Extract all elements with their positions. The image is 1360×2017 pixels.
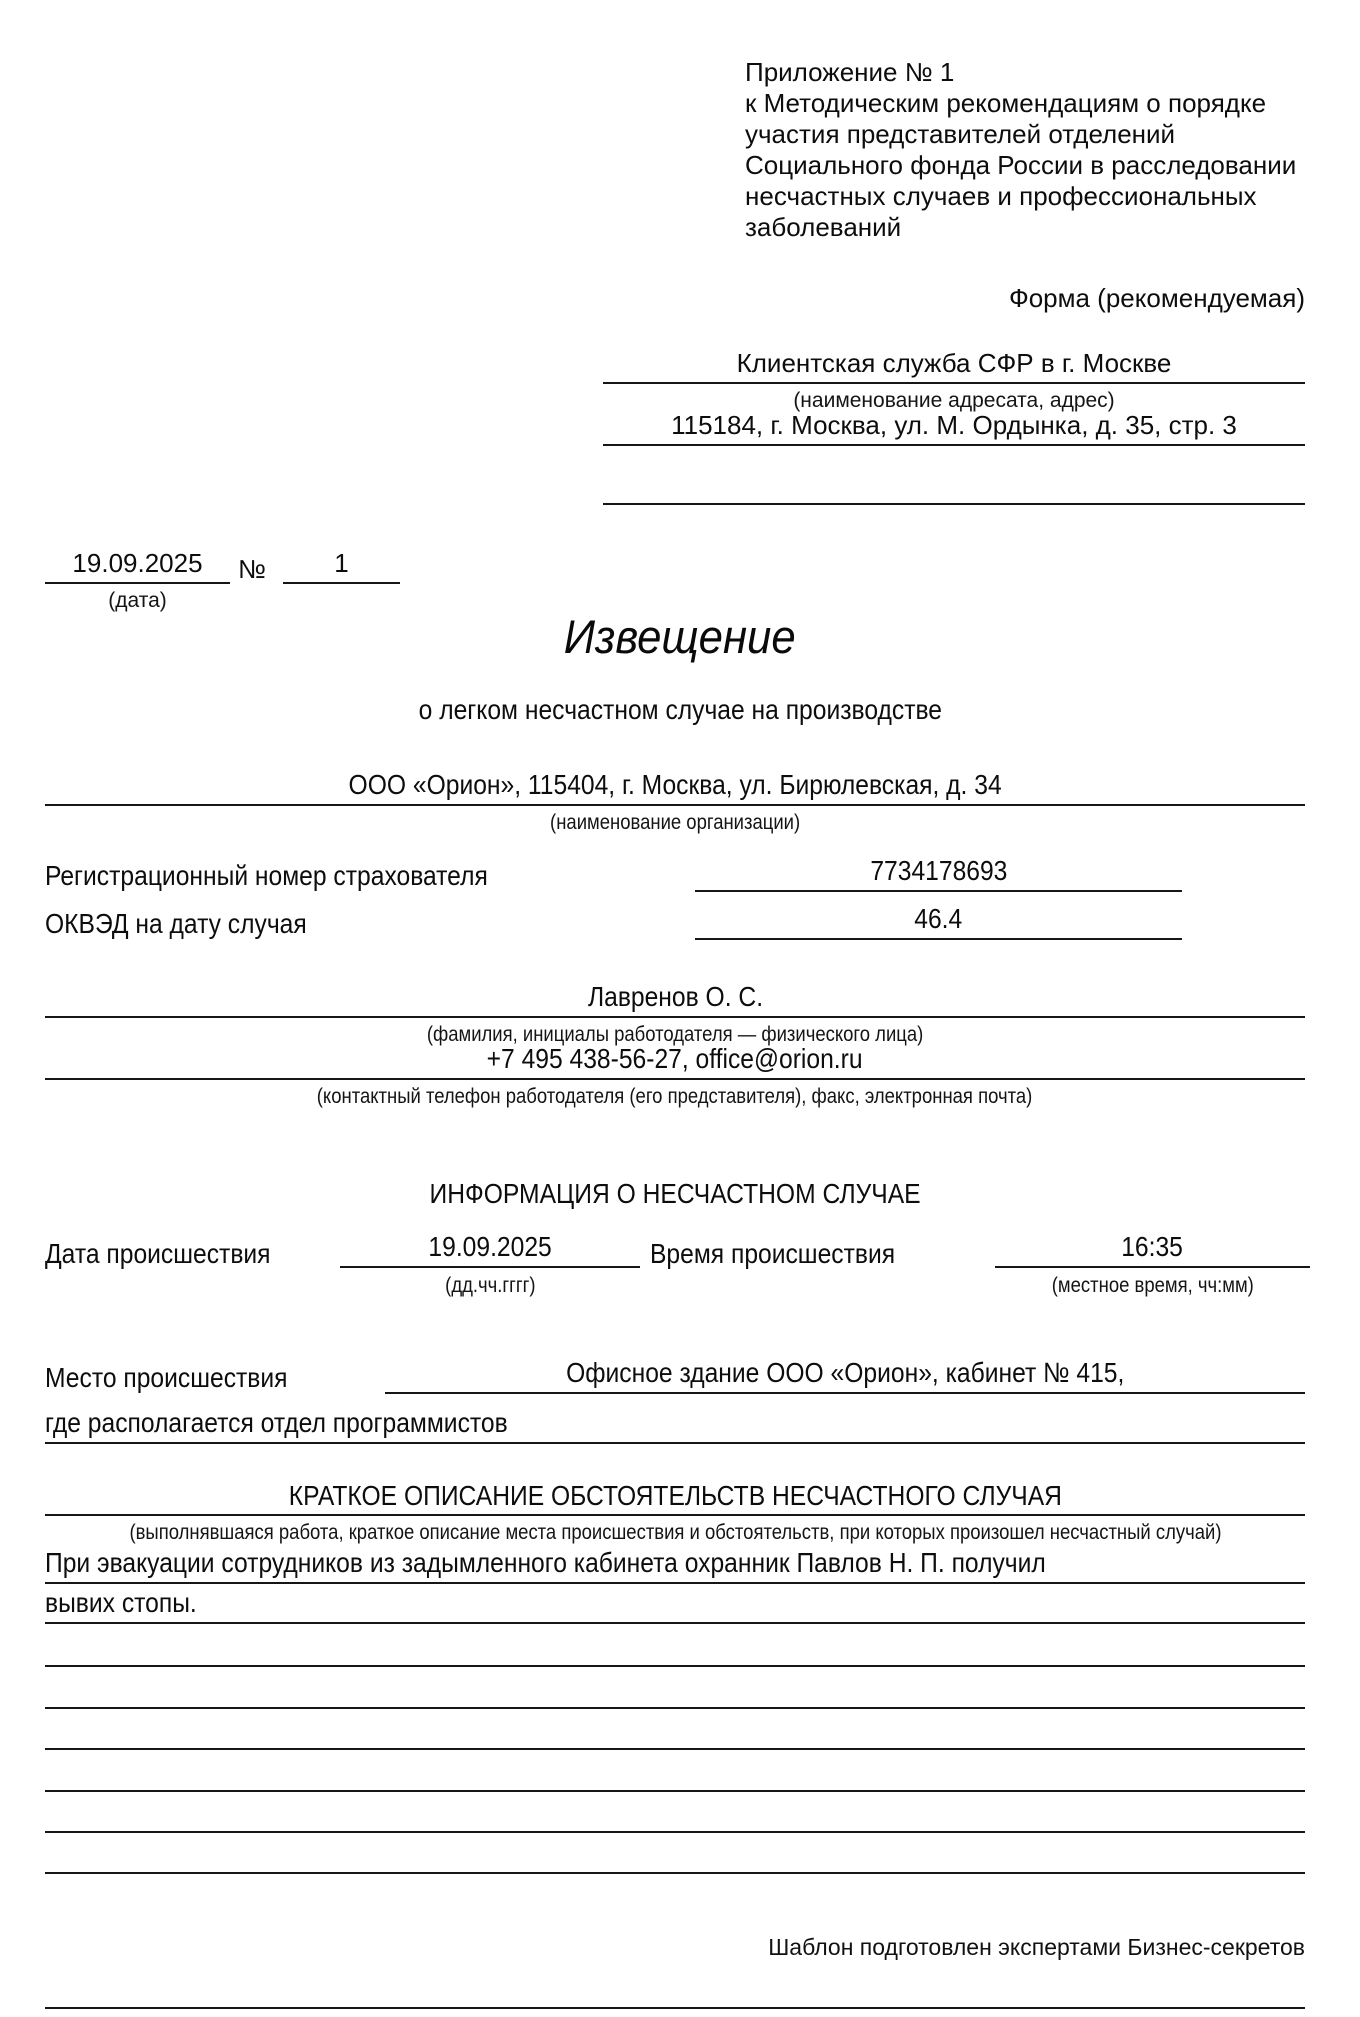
empty-ruled-line	[45, 1792, 1305, 1833]
registration-label-text: Регистрационный номер страхователя	[45, 860, 488, 891]
addressee-address-field	[603, 412, 1305, 446]
organization-caption-text: (наименование организации)	[549, 811, 801, 834]
incident-section-heading	[45, 1178, 1305, 1210]
okved-value: 46.4	[914, 903, 963, 934]
registration-field	[695, 855, 1182, 892]
empty-ruled-line	[45, 1626, 1305, 1667]
employer-contacts-field	[45, 1043, 1305, 1080]
description-empty-lines	[45, 1626, 1305, 1874]
incident-time-caption	[995, 1274, 1310, 1298]
description-caption	[45, 1521, 1305, 1545]
form-recommended-note: Форма (рекомендуемая)	[1008, 283, 1305, 313]
description-text-line2: вывих стопы.	[45, 1587, 197, 1618]
empty-ruled-line	[45, 1833, 1305, 1874]
organization-field	[45, 770, 1305, 806]
appendix-line: Приложение № 1	[745, 57, 955, 87]
incident-place-value-line1: Офисное здание ООО «Орион», кабинет № 415,	[565, 1357, 1125, 1388]
addressee-name-caption: (наименование адресата, адрес)	[793, 389, 1115, 412]
appendix-line: несчастных случаев и профессиональных	[745, 181, 1257, 211]
okved-label	[45, 908, 342, 940]
doc-number-value: 1	[334, 548, 349, 578]
okved-field	[695, 903, 1182, 940]
bottom-edge-line	[45, 2007, 1305, 2009]
description-text-line1: При эвакуации сотрудников из задымленного кабинета охранник Павлов Н. П. получил	[45, 1547, 1046, 1578]
doc-number-field	[283, 548, 400, 584]
employer-name-caption-text: (фамилия, инициалы работодателя — физического лица)	[426, 1023, 924, 1046]
doc-title	[0, 612, 1360, 662]
addressee-name-value: Клиентская служба СФР в г. Москве	[736, 348, 1172, 378]
registration-label	[45, 860, 548, 892]
okved-label-text: ОКВЭД на дату случая	[45, 908, 307, 939]
addressee-empty-field	[603, 469, 1305, 505]
description-section-heading	[45, 1480, 1305, 1512]
doc-date-value: 19.09.2025	[72, 548, 203, 578]
description-text-line2-field	[45, 1586, 1305, 1624]
incident-place-field-line2	[45, 1406, 1305, 1444]
employer-contacts-caption	[45, 1085, 1305, 1109]
empty-ruled-line	[45, 1750, 1305, 1791]
appendix-line: к Методическим рекомендациям о порядке	[745, 88, 1267, 118]
incident-date-caption	[340, 1274, 640, 1298]
doc-title-text: Извещение	[564, 610, 796, 663]
incident-date-label	[45, 1238, 301, 1270]
appendix-line: участия представителей отделений	[745, 119, 1176, 149]
addressee-address-value: 115184, г. Москва, ул. М. Ордынка, д. 35, стр. 3	[671, 410, 1237, 440]
incident-place-field-line1	[385, 1358, 1305, 1394]
doc-subtitle	[0, 694, 1360, 726]
incident-place-label	[45, 1362, 321, 1394]
organization-value: ООО «Орион», 115404, г. Москва, ул. Бирюлевская, д. 34	[348, 769, 1002, 800]
doc-date-caption: (дата)	[108, 589, 167, 612]
description-text-line1-field	[45, 1548, 1305, 1584]
doc-number-sign: №	[238, 554, 266, 584]
incident-time-label	[650, 1238, 929, 1270]
empty-ruled-line	[45, 1667, 1305, 1708]
registration-value: 7734178693	[869, 855, 1008, 886]
incident-section-heading-text: ИНФОРМАЦИЯ О НЕСЧАСТНОМ СЛУЧАЕ	[429, 1178, 921, 1209]
doc-date-field	[45, 548, 230, 584]
incident-time-value: 16:35	[1121, 1231, 1184, 1262]
description-section-heading-text: КРАТКОЕ ОПИСАНИЕ ОБСТОЯТЕЛЬСТВ НЕСЧАСТНОГО СЛУЧАЯ	[288, 1480, 1062, 1511]
incident-place-label-text: Место происшествия	[45, 1362, 288, 1393]
addressee-name-field	[603, 350, 1305, 384]
empty-ruled-line	[45, 1709, 1305, 1750]
incident-date-value: 19.09.2025	[428, 1231, 552, 1262]
incident-date-label-text: Дата происшествия	[45, 1238, 271, 1269]
description-heading-rule	[45, 1514, 1305, 1516]
employer-contacts-caption-text: (контактный телефон работодателя (его представителя), факс, электронная почта)	[317, 1085, 1033, 1108]
description-caption-text: (выполнявшаяся работа, краткое описание места происшествия и обстоятельств, при которых произошел несчастный случай)	[128, 1521, 1222, 1544]
appendix-line: заболеваний	[745, 212, 902, 242]
appendix-header-block	[745, 57, 1305, 243]
incident-time-label-text: Время происшествия	[650, 1238, 896, 1269]
incident-time-field	[995, 1231, 1310, 1268]
employer-name-value: Лавренов О. С.	[587, 981, 763, 1012]
doc-subtitle-text: о легком несчастном случае на производстве	[418, 694, 942, 725]
incident-date-caption-text: (дд.чч.гггг)	[444, 1274, 536, 1297]
appendix-line: Социального фонда России в расследовании	[745, 150, 1297, 180]
organization-caption	[45, 811, 1305, 835]
footer-note: Шаблон подготовлен экспертами Бизнес-секретов	[768, 1934, 1305, 1960]
employer-name-field	[45, 981, 1305, 1018]
incident-time-caption-text: (местное время, чч:мм)	[1051, 1274, 1254, 1297]
employer-contacts-value: +7 495 438-56-27, office@orion.ru	[487, 1043, 863, 1074]
incident-date-field	[340, 1231, 640, 1268]
incident-place-value-line2: где располагается отдел программистов	[45, 1407, 508, 1438]
